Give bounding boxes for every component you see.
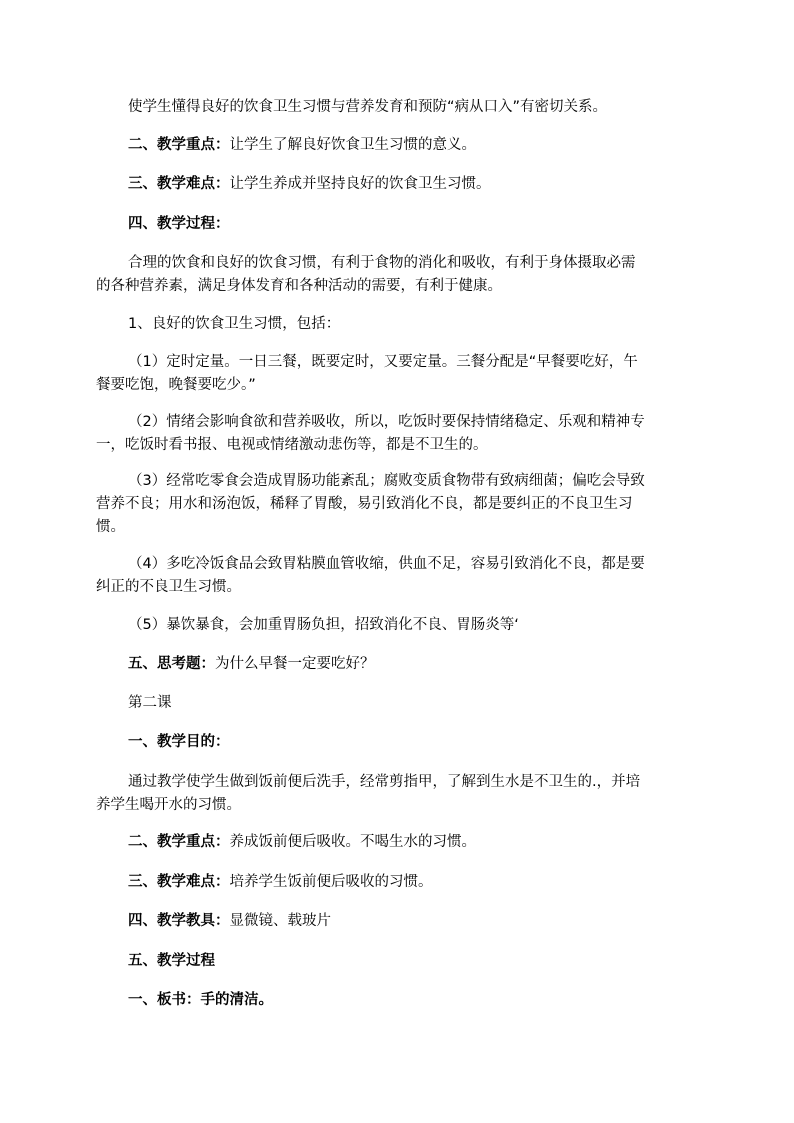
habit-3-line-1: （3）经常吃零食会造成胃肠功能紊乱；腐败变质食物带有致病细菌；偏吃会导致 bbox=[128, 473, 645, 489]
paragraph-habit-1 bbox=[96, 351, 696, 397]
habit-2-line-2: 一，吃饭时看书报、电视或情绪激动悲伤等，都是不卫生的。 bbox=[96, 437, 488, 453]
key-point-2-label: 二、教学重点： bbox=[128, 834, 230, 850]
objective-2-heading: 一、教学目的： bbox=[128, 734, 230, 750]
paragraph-difficulty bbox=[96, 173, 728, 196]
habits-heading: 1、良好的饮食卫生习惯，包括： bbox=[128, 316, 341, 332]
difficulty-label: 三、教学难点： bbox=[128, 176, 230, 192]
intro-line-1: 合理的饮食和良好的饮食习惯，有利于食物的消化和吸收，有利于身体摄取必需 bbox=[128, 255, 636, 271]
paragraph-lesson-two bbox=[96, 692, 728, 715]
habit-1-line-2: 餐要吃饱，晚餐要吃少。” bbox=[96, 377, 256, 393]
difficulty-text: 让学生养成并坚持良好的饮食卫生习惯。 bbox=[229, 176, 491, 192]
paragraph-habit-2 bbox=[96, 411, 696, 457]
habit-1-line-1: （1）定时定量。一日三餐，既要定时，又要定量。三餐分配是“早餐要吃好，午 bbox=[128, 354, 638, 370]
paragraph-process-2-heading bbox=[96, 950, 728, 973]
board-heading: 一、板书：手的清洁。 bbox=[128, 992, 273, 1008]
objective-text: 使学生懂得良好的饮食卫生习惯与营养发育和预防“病从口入”有密切关系。 bbox=[128, 99, 608, 115]
difficulty-2-text: 培养学生饭前便后吸收的习惯。 bbox=[229, 874, 433, 890]
paragraph-objective bbox=[96, 96, 728, 119]
thinking-text: 为什么早餐一定要吃好？ bbox=[215, 656, 375, 672]
tools-text: 显微镜、载玻片 bbox=[229, 913, 331, 929]
paragraph-habit-3 bbox=[96, 470, 696, 539]
difficulty-2-label: 三、教学难点： bbox=[128, 874, 230, 890]
paragraph-process-heading bbox=[96, 213, 728, 236]
habit-2-line-1: （2）情绪会影响食欲和营养吸收，所以，吃饭时要保持情绪稳定、乐观和精神专 bbox=[128, 414, 645, 430]
habit-5-text: （5）暴饮暴食，会加重胃肠负担，招致消化不良、胃肠炎等‘ bbox=[128, 617, 519, 633]
key-point-2-text: 养成饭前便后吸收。不喝生水的习惯。 bbox=[229, 834, 476, 850]
paragraph-habit-5 bbox=[96, 614, 728, 637]
paragraph-habits-heading bbox=[96, 313, 728, 336]
process-heading: 四、教学过程： bbox=[128, 216, 230, 232]
habit-3-line-2: 营养不良；用水和汤泡饭，稀释了胃酸，易引致消化不良，都是要纠正的不良卫生习 bbox=[96, 496, 633, 512]
paragraph-key-point bbox=[96, 134, 728, 157]
lesson-two-title: 第二课 bbox=[128, 695, 172, 711]
paragraph-intro bbox=[96, 252, 696, 298]
paragraph-habit-4 bbox=[96, 553, 696, 599]
paragraph-objective-2 bbox=[96, 771, 696, 817]
paragraph-board bbox=[96, 989, 728, 1012]
paragraph-objective-2-heading bbox=[96, 731, 728, 754]
habit-4-line-2: 纠正的不良卫生习惯。 bbox=[96, 579, 241, 595]
objective-2-line-1: 通过教学使学生做到饭前便后洗手，经常剪指甲，了解到生水是不卫生的.，并培 bbox=[128, 774, 641, 790]
objective-2-line-2: 养学生喝开水的习惯。 bbox=[96, 797, 241, 813]
key-point-text: 让学生了解良好饮食卫生习惯的意义。 bbox=[229, 137, 476, 153]
tools-label: 四、教学教具： bbox=[128, 913, 230, 929]
intro-line-2: 的各种营养素，满足身体发育和各种活动的需要，有利于健康。 bbox=[96, 278, 502, 294]
process-2-heading: 五、教学过程 bbox=[128, 953, 215, 969]
thinking-label: 五、思考题： bbox=[128, 656, 215, 672]
paragraph-thinking bbox=[96, 653, 728, 676]
paragraph-tools bbox=[96, 910, 728, 933]
habit-3-line-3: 惯。 bbox=[96, 519, 125, 535]
key-point-label: 二、教学重点： bbox=[128, 137, 230, 153]
paragraph-difficulty-2 bbox=[96, 871, 728, 894]
paragraph-key-point-2 bbox=[96, 831, 728, 854]
habit-4-line-1: （4）多吃冷饭食品会致胃粘膜血管收缩，供血不足，容易引致消化不良，都是要 bbox=[128, 556, 645, 572]
